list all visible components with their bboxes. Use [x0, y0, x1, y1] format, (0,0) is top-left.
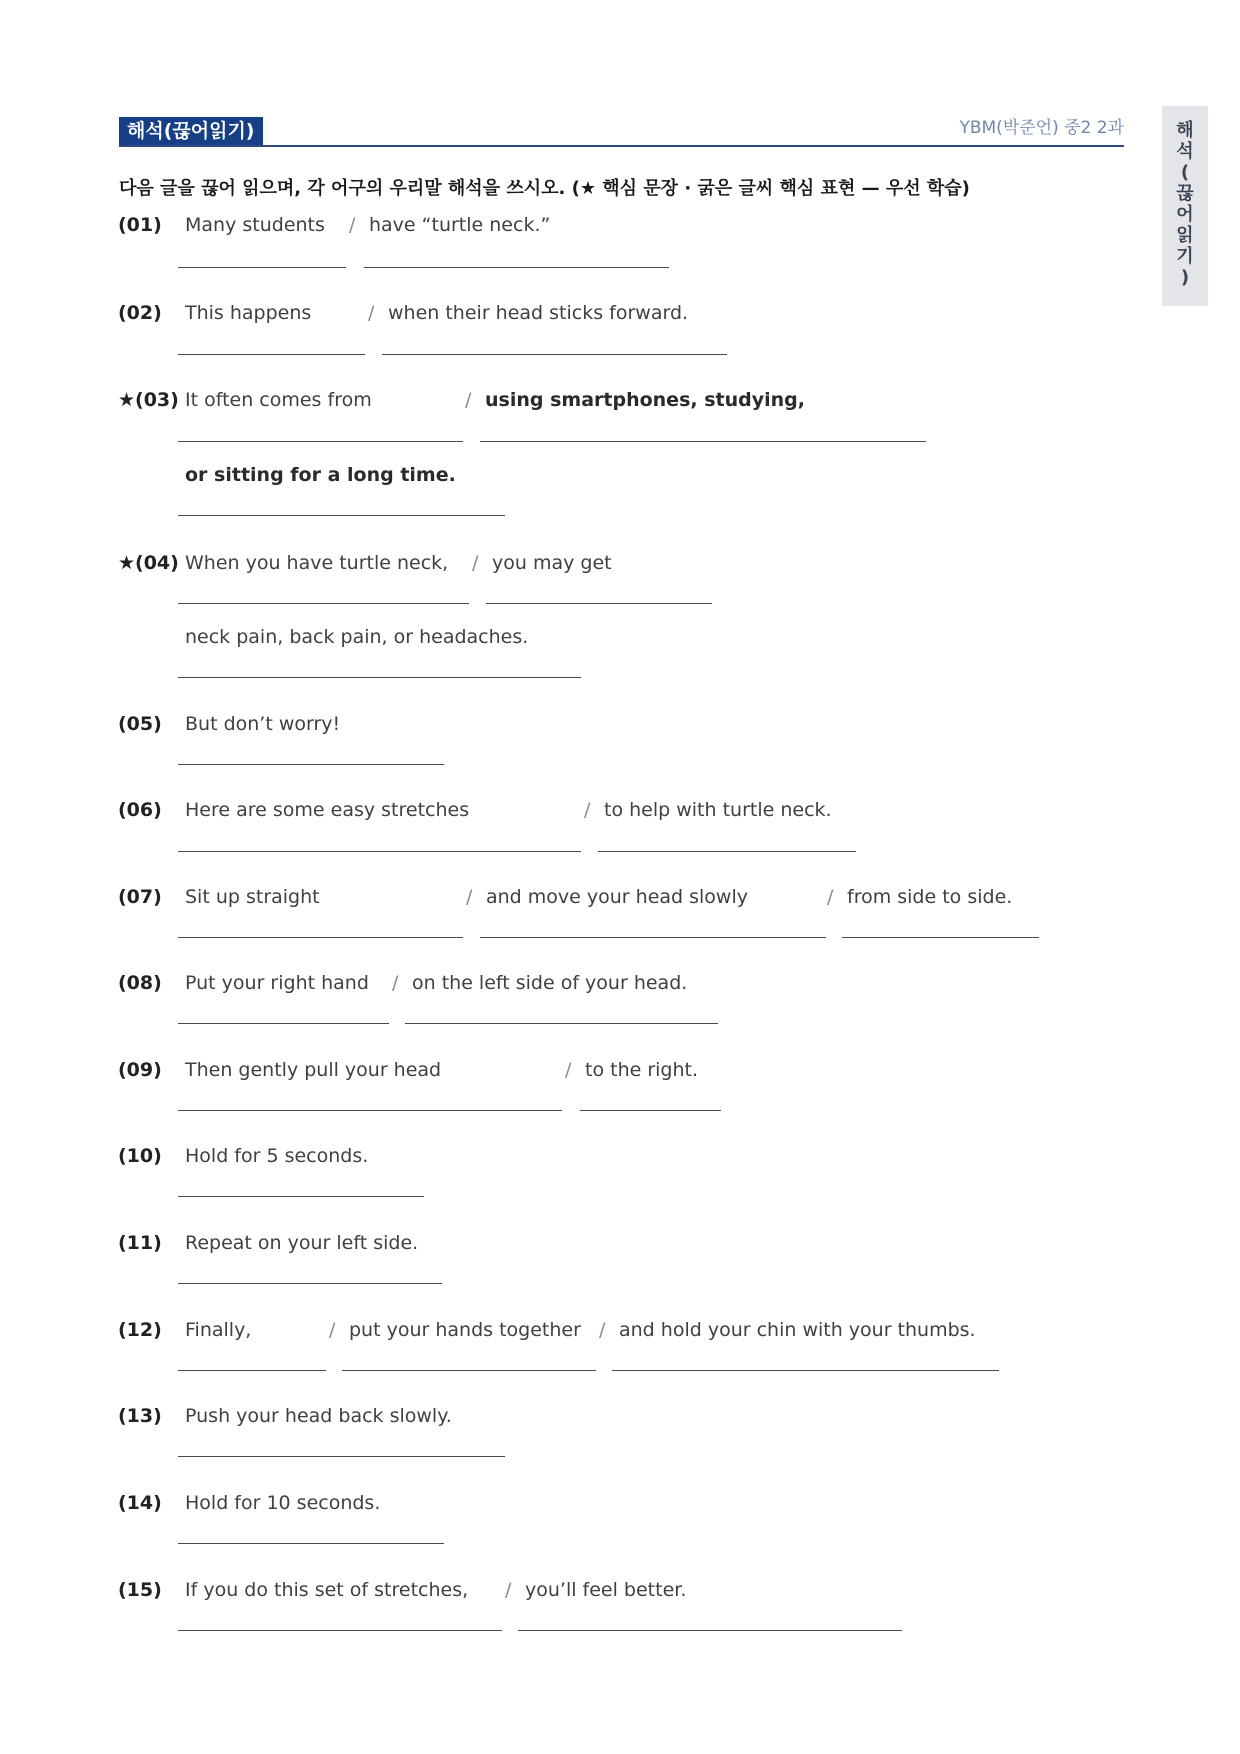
- answer-blank[interactable]: [178, 1023, 389, 1024]
- phrase-chunk: If you do this set of stretches,: [185, 1579, 469, 1601]
- phrase-chunk: Many students: [185, 214, 325, 236]
- item-number: (14): [118, 1492, 162, 1514]
- side-tab-char: 끊: [1176, 183, 1194, 204]
- side-tab-char: ): [1180, 267, 1190, 288]
- phrase-chunk: you’ll feel better.: [525, 1579, 687, 1601]
- side-tab-char: 읽: [1176, 225, 1194, 246]
- chunk-separator: /: [827, 886, 834, 908]
- phrase-chunk: Then gently pull your head: [185, 1059, 442, 1081]
- phrase-chunk: Push your head back slowly.: [185, 1405, 452, 1427]
- answer-blank[interactable]: [178, 1196, 424, 1197]
- chunk-separator: /: [368, 302, 375, 324]
- item-number: ★(03): [118, 389, 179, 411]
- answer-blank[interactable]: [612, 1370, 999, 1371]
- chunk-separator: /: [472, 552, 479, 574]
- page-header: [119, 117, 1124, 147]
- phrase-chunk: Finally,: [185, 1319, 252, 1341]
- item-number: (09): [118, 1059, 162, 1081]
- answer-blank[interactable]: [178, 603, 469, 604]
- phrase-chunk: Here are some easy stretches: [185, 799, 470, 821]
- item-number: (08): [118, 972, 162, 994]
- key-phrase-chunk: or sitting for a long time.: [185, 464, 456, 486]
- item-number: (10): [118, 1145, 162, 1167]
- phrase-chunk: When you have turtle neck,: [185, 552, 449, 574]
- item-number: (05): [118, 713, 162, 735]
- answer-blank[interactable]: [842, 937, 1039, 938]
- answer-blank[interactable]: [178, 937, 463, 938]
- answer-blank[interactable]: [178, 1543, 444, 1544]
- phrase-chunk: It often comes from: [185, 389, 372, 411]
- phrase-chunk: to the right.: [585, 1059, 699, 1081]
- phrase-chunk: Put your right hand: [185, 972, 369, 994]
- phrase-chunk: Hold for 10 seconds.: [185, 1492, 381, 1514]
- answer-blank[interactable]: [178, 1370, 326, 1371]
- side-tab-char: (: [1180, 162, 1190, 183]
- chunk-separator: /: [349, 214, 356, 236]
- item-number: (02): [118, 302, 162, 324]
- side-tab-char: 석: [1176, 141, 1194, 162]
- answer-blank[interactable]: [405, 1023, 718, 1024]
- phrase-chunk: you may get: [492, 552, 612, 574]
- phrase-chunk: But don’t worry!: [185, 713, 341, 735]
- phrase-chunk: from side to side.: [847, 886, 1013, 908]
- chunk-separator: /: [565, 1059, 572, 1081]
- item-number: (01): [118, 214, 162, 236]
- answer-blank[interactable]: [178, 1283, 442, 1284]
- side-tab-char: 기: [1176, 246, 1194, 267]
- answer-blank[interactable]: [580, 1110, 721, 1111]
- chunk-separator: /: [466, 886, 473, 908]
- answer-blank[interactable]: [364, 267, 669, 268]
- answer-blank[interactable]: [178, 1110, 562, 1111]
- answer-blank[interactable]: [480, 441, 926, 442]
- item-number: (07): [118, 886, 162, 908]
- phrase-chunk: when their head sticks forward.: [388, 302, 689, 324]
- answer-blank[interactable]: [480, 937, 826, 938]
- answer-blank[interactable]: [178, 441, 463, 442]
- chunk-separator: /: [505, 1579, 512, 1601]
- key-phrase-chunk: using smartphones, studying,: [485, 389, 805, 411]
- instruction-text: 다음 글을 끊어 읽으며, 각 어구의 우리말 해석을 쓰시오. (★ 핵심 문장 · 굵은 글씨 핵심 표현 — 우선 학습): [119, 178, 970, 199]
- answer-blank[interactable]: [178, 677, 581, 678]
- answer-blank[interactable]: [178, 764, 444, 765]
- side-tab-char: 어: [1176, 204, 1194, 225]
- answer-blank[interactable]: [178, 1630, 502, 1631]
- answer-blank[interactable]: [178, 1456, 505, 1457]
- chunk-separator: /: [392, 972, 399, 994]
- phrase-chunk: Sit up straight: [185, 886, 320, 908]
- side-tab-char: 해: [1176, 120, 1194, 141]
- answer-blank[interactable]: [178, 515, 505, 516]
- phrase-chunk: Hold for 5 seconds.: [185, 1145, 369, 1167]
- item-number: (13): [118, 1405, 162, 1427]
- answer-blank[interactable]: [178, 354, 365, 355]
- answer-blank[interactable]: [598, 851, 856, 852]
- phrase-chunk: This happens: [185, 302, 312, 324]
- item-number: (12): [118, 1319, 162, 1341]
- answer-blank[interactable]: [382, 354, 727, 355]
- answer-blank[interactable]: [178, 267, 346, 268]
- phrase-chunk: neck pain, back pain, or headaches.: [185, 626, 529, 648]
- answer-blank[interactable]: [518, 1630, 902, 1631]
- phrase-chunk: on the left side of your head.: [412, 972, 688, 994]
- item-number: (11): [118, 1232, 162, 1254]
- chunk-separator: /: [599, 1319, 606, 1341]
- phrase-chunk: put your hands together: [349, 1319, 581, 1341]
- chunk-separator: /: [329, 1319, 336, 1341]
- publisher-label: YBM(박준언) 중2 2과: [959, 118, 1124, 138]
- answer-blank[interactable]: [342, 1370, 596, 1371]
- phrase-chunk: have “turtle neck.”: [369, 214, 551, 236]
- phrase-chunk: Repeat on your left side.: [185, 1232, 419, 1254]
- chunk-separator: /: [465, 389, 472, 411]
- section-title: 해석(끊어읽기): [119, 117, 263, 145]
- answer-blank[interactable]: [486, 603, 712, 604]
- answer-blank[interactable]: [178, 851, 581, 852]
- chunk-separator: /: [584, 799, 591, 821]
- item-number: (06): [118, 799, 162, 821]
- item-number: ★(04): [118, 552, 179, 574]
- phrase-chunk: and hold your chin with your thumbs.: [619, 1319, 976, 1341]
- phrase-chunk: and move your head slowly: [486, 886, 748, 908]
- phrase-chunk: to help with turtle neck.: [604, 799, 832, 821]
- side-section-tab: [1162, 106, 1208, 306]
- item-number: (15): [118, 1579, 162, 1601]
